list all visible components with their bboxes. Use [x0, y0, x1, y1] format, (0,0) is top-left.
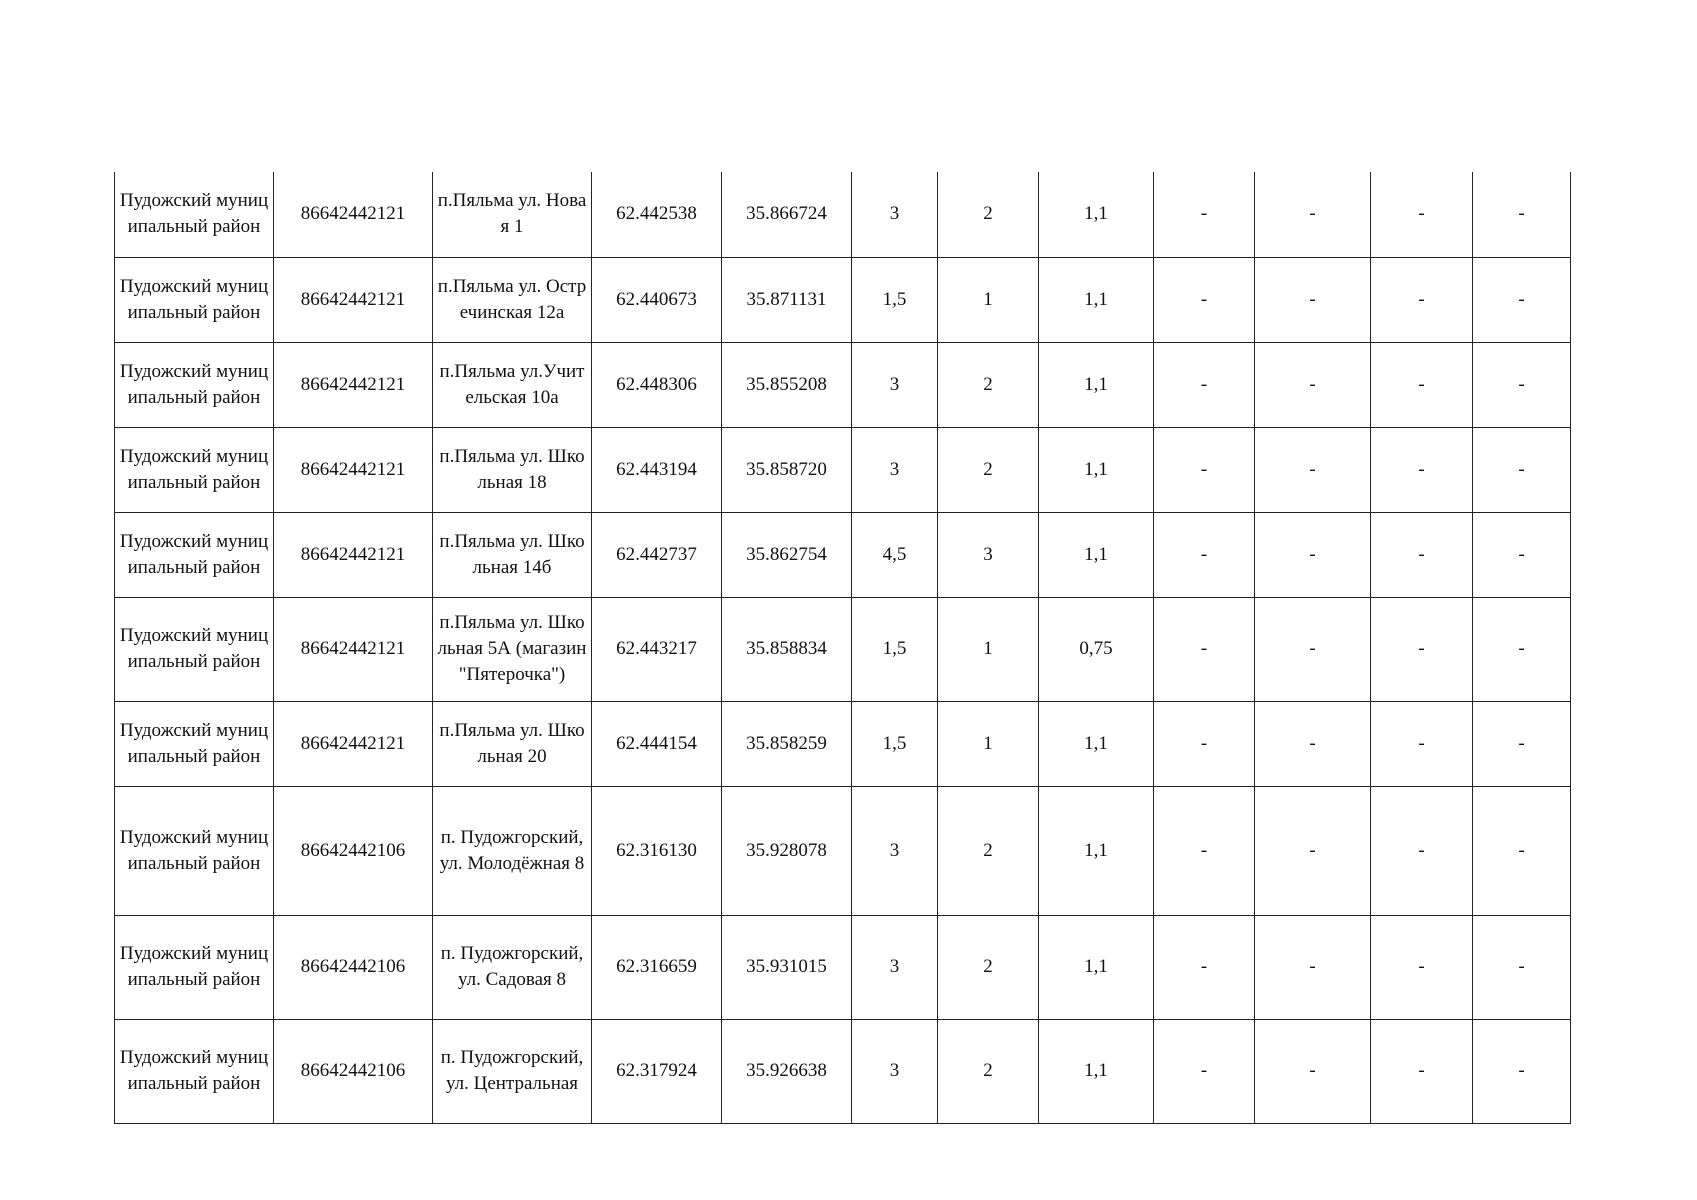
table-row: [115, 701, 1571, 786]
cell-district: Пудожский муниципальный район: [115, 427, 274, 512]
cell-col-10: -: [1255, 786, 1371, 915]
cell-address: п. Пудожгорский, ул. Молодёжная 8: [433, 786, 592, 915]
cell-container-count: 2: [938, 342, 1039, 427]
cell-col-10: -: [1255, 342, 1371, 427]
cell-col-12: -: [1473, 257, 1571, 342]
cell-container-count: 2: [938, 1019, 1039, 1123]
cell-latitude: 62.442538: [592, 172, 722, 257]
cell-col-12: -: [1473, 172, 1571, 257]
cell-latitude: 62.443217: [592, 597, 722, 701]
cell-longitude: 35.858259: [722, 701, 852, 786]
cell-longitude: 35.858720: [722, 427, 852, 512]
cell-district: Пудожский муниципальный район: [115, 915, 274, 1019]
cell-area: 1,5: [852, 701, 938, 786]
cell-address: п.Пяльма ул. Школьная 20: [433, 701, 592, 786]
cell-container-volume: 0,75: [1039, 597, 1154, 701]
table-row: [115, 597, 1571, 701]
cell-container-count: 2: [938, 786, 1039, 915]
cell-container-volume: 1,1: [1039, 257, 1154, 342]
cell-col-9: -: [1154, 342, 1255, 427]
cell-area: 3: [852, 172, 938, 257]
cell-latitude: 62.316130: [592, 786, 722, 915]
cell-area: 3: [852, 786, 938, 915]
cell-container-volume: 1,1: [1039, 786, 1154, 915]
cell-district: Пудожский муниципальный район: [115, 257, 274, 342]
cell-col-12: -: [1473, 597, 1571, 701]
cell-col-9: -: [1154, 915, 1255, 1019]
cell-col-10: -: [1255, 257, 1371, 342]
cell-oktmo-code: 86642442121: [274, 701, 433, 786]
table-row: [115, 512, 1571, 597]
cell-latitude: 62.440673: [592, 257, 722, 342]
cell-col-12: -: [1473, 427, 1571, 512]
cell-col-11: -: [1371, 786, 1473, 915]
table-row: [115, 915, 1571, 1019]
cell-col-11: -: [1371, 342, 1473, 427]
cell-col-12: -: [1473, 915, 1571, 1019]
cell-area: 4,5: [852, 512, 938, 597]
cell-col-9: -: [1154, 257, 1255, 342]
cell-col-11: -: [1371, 915, 1473, 1019]
cell-oktmo-code: 86642442106: [274, 786, 433, 915]
cell-address: п.Пяльма ул. Школьная 18: [433, 427, 592, 512]
table-row: [115, 342, 1571, 427]
cell-longitude: 35.931015: [722, 915, 852, 1019]
container-sites-table: [114, 172, 1571, 1124]
cell-area: 1,5: [852, 597, 938, 701]
cell-latitude: 62.443194: [592, 427, 722, 512]
cell-col-9: -: [1154, 512, 1255, 597]
cell-col-12: -: [1473, 342, 1571, 427]
cell-area: 3: [852, 427, 938, 512]
cell-latitude: 62.444154: [592, 701, 722, 786]
cell-address: п. Пудожгорский, ул. Садовая 8: [433, 915, 592, 1019]
cell-col-12: -: [1473, 701, 1571, 786]
cell-col-9: -: [1154, 701, 1255, 786]
cell-container-count: 2: [938, 172, 1039, 257]
cell-district: Пудожский муниципальный район: [115, 342, 274, 427]
cell-longitude: 35.871131: [722, 257, 852, 342]
table-row: [115, 172, 1571, 257]
cell-address: п.Пяльма ул. Школьная 14б: [433, 512, 592, 597]
cell-col-9: -: [1154, 597, 1255, 701]
cell-address: п.Пяльма ул. Школьная 5А (магазин "Пятерочка"): [433, 597, 592, 701]
cell-district: Пудожский муниципальный район: [115, 786, 274, 915]
cell-col-10: -: [1255, 172, 1371, 257]
cell-col-12: -: [1473, 786, 1571, 915]
cell-container-volume: 1,1: [1039, 512, 1154, 597]
cell-latitude: 62.316659: [592, 915, 722, 1019]
cell-container-volume: 1,1: [1039, 1019, 1154, 1123]
cell-col-11: -: [1371, 427, 1473, 512]
cell-container-volume: 1,1: [1039, 915, 1154, 1019]
cell-container-count: 2: [938, 427, 1039, 512]
cell-col-12: -: [1473, 1019, 1571, 1123]
cell-longitude: 35.855208: [722, 342, 852, 427]
cell-latitude: 62.442737: [592, 512, 722, 597]
cell-area: 3: [852, 1019, 938, 1123]
cell-col-11: -: [1371, 172, 1473, 257]
cell-col-11: -: [1371, 597, 1473, 701]
table-body: [115, 172, 1571, 1123]
cell-oktmo-code: 86642442106: [274, 915, 433, 1019]
cell-col-10: -: [1255, 701, 1371, 786]
cell-oktmo-code: 86642442121: [274, 427, 433, 512]
cell-area: 3: [852, 915, 938, 1019]
cell-district: Пудожский муниципальный район: [115, 512, 274, 597]
cell-oktmo-code: 86642442121: [274, 172, 433, 257]
cell-oktmo-code: 86642442106: [274, 1019, 433, 1123]
cell-col-10: -: [1255, 427, 1371, 512]
cell-address: п.Пяльма ул.Учительская 10а: [433, 342, 592, 427]
cell-col-11: -: [1371, 701, 1473, 786]
cell-col-9: -: [1154, 172, 1255, 257]
cell-container-count: 3: [938, 512, 1039, 597]
cell-longitude: 35.926638: [722, 1019, 852, 1123]
table-row: [115, 427, 1571, 512]
cell-col-9: -: [1154, 427, 1255, 512]
cell-area: 1,5: [852, 257, 938, 342]
cell-latitude: 62.317924: [592, 1019, 722, 1123]
cell-longitude: 35.866724: [722, 172, 852, 257]
cell-col-9: -: [1154, 786, 1255, 915]
cell-oktmo-code: 86642442121: [274, 512, 433, 597]
cell-district: Пудожский муниципальный район: [115, 597, 274, 701]
cell-address: п. Пудожгорский, ул. Центральная: [433, 1019, 592, 1123]
cell-district: Пудожский муниципальный район: [115, 1019, 274, 1123]
cell-container-count: 1: [938, 597, 1039, 701]
cell-longitude: 35.858834: [722, 597, 852, 701]
cell-container-count: 1: [938, 257, 1039, 342]
cell-container-volume: 1,1: [1039, 701, 1154, 786]
cell-district: Пудожский муниципальный район: [115, 701, 274, 786]
cell-col-10: -: [1255, 915, 1371, 1019]
cell-col-10: -: [1255, 1019, 1371, 1123]
cell-address: п.Пяльма ул. Остречинская 12а: [433, 257, 592, 342]
cell-longitude: 35.928078: [722, 786, 852, 915]
cell-oktmo-code: 86642442121: [274, 597, 433, 701]
cell-latitude: 62.448306: [592, 342, 722, 427]
cell-container-volume: 1,1: [1039, 427, 1154, 512]
cell-container-volume: 1,1: [1039, 342, 1154, 427]
cell-container-count: 2: [938, 915, 1039, 1019]
cell-col-12: -: [1473, 512, 1571, 597]
table-row: [115, 786, 1571, 915]
table-row: [115, 257, 1571, 342]
cell-col-9: -: [1154, 1019, 1255, 1123]
cell-oktmo-code: 86642442121: [274, 342, 433, 427]
cell-col-11: -: [1371, 1019, 1473, 1123]
cell-area: 3: [852, 342, 938, 427]
cell-oktmo-code: 86642442121: [274, 257, 433, 342]
cell-district: Пудожский муниципальный район: [115, 172, 274, 257]
cell-col-11: -: [1371, 257, 1473, 342]
cell-col-11: -: [1371, 512, 1473, 597]
cell-col-10: -: [1255, 597, 1371, 701]
cell-container-volume: 1,1: [1039, 172, 1154, 257]
cell-address: п.Пяльма ул. Новая 1: [433, 172, 592, 257]
cell-longitude: 35.862754: [722, 512, 852, 597]
cell-container-count: 1: [938, 701, 1039, 786]
table-row: [115, 1019, 1571, 1123]
cell-col-10: -: [1255, 512, 1371, 597]
